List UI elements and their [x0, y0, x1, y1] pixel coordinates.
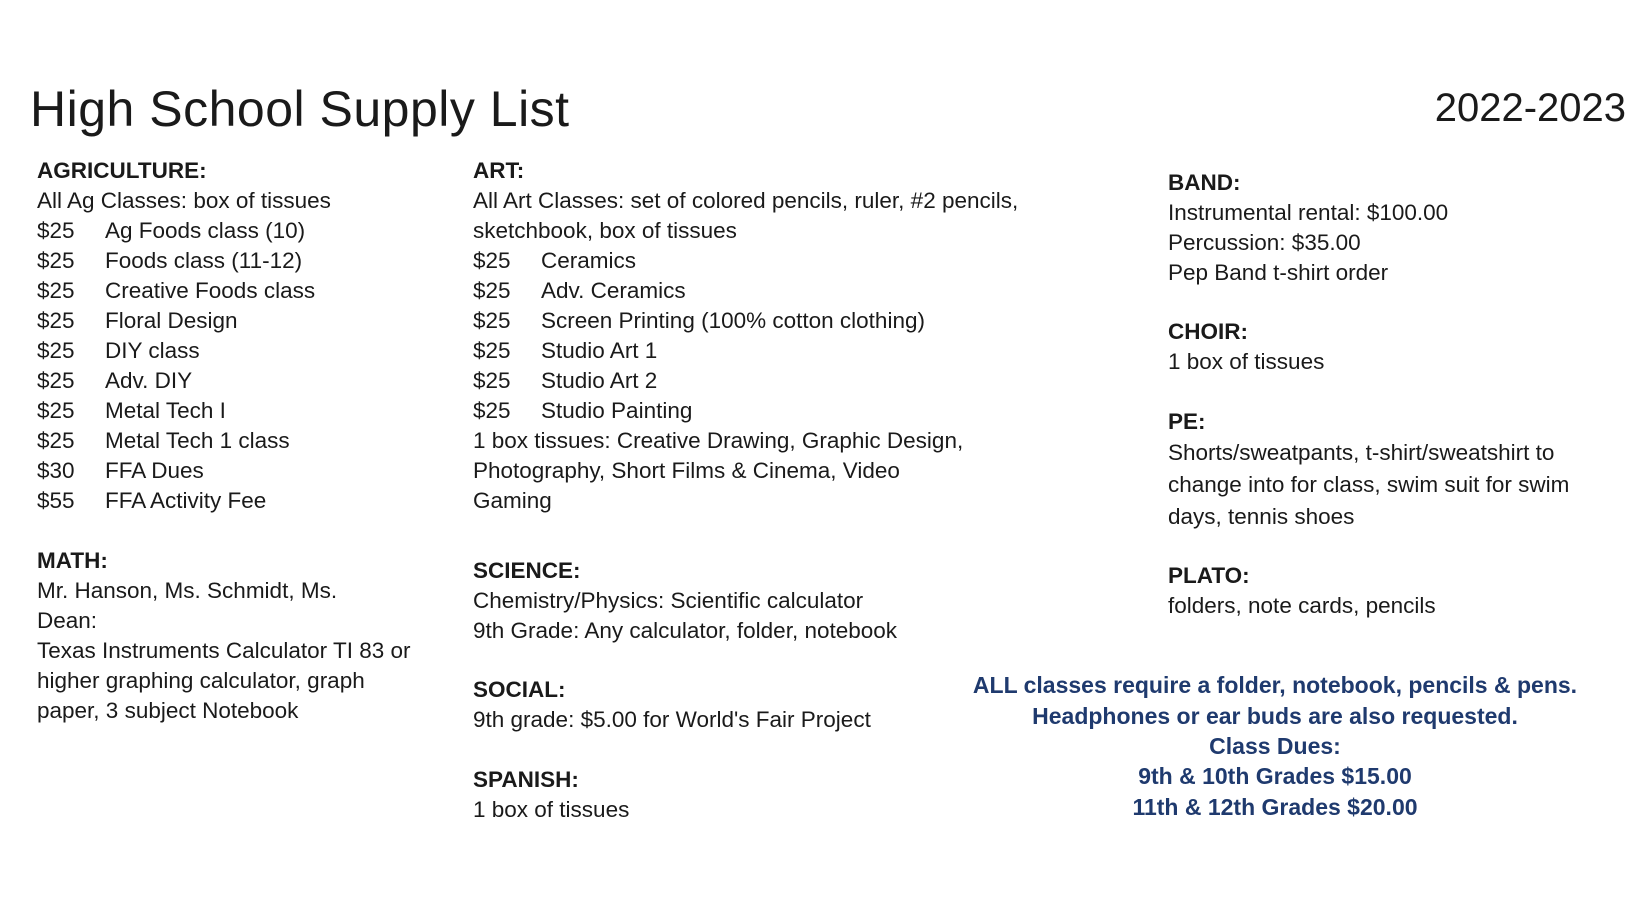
- plato-section: [1168, 561, 1436, 621]
- fee-price: $25: [473, 398, 511, 423]
- math-teachers: Mr. Hanson, Ms. Schmidt, Ms. Dean:: [37, 578, 338, 633]
- fee-price: $25: [37, 398, 75, 423]
- science-line: 9th Grade: Any calculator, folder, notebook: [473, 618, 898, 643]
- notice-line: ALL classes require a folder, notebook, pencils & pens.: [972, 672, 1578, 698]
- math-section: [37, 546, 427, 726]
- fee-class-name: Foods class (11-12): [105, 248, 303, 273]
- spanish-text: 1 box of tissues: [473, 797, 630, 822]
- fee-item: [37, 306, 331, 336]
- fee-item: [37, 336, 331, 366]
- fee-price: $25: [473, 338, 511, 363]
- notice-line: Headphones or ear buds are also requested.: [1032, 703, 1518, 729]
- fee-item: [37, 426, 331, 456]
- fee-class-name: Studio Art 2: [541, 368, 658, 393]
- fee-class-name: Studio Art 1: [541, 338, 658, 363]
- fee-class-name: Ceramics: [541, 248, 637, 273]
- section-heading: PE:: [1168, 409, 1206, 434]
- fee-price: $25: [473, 278, 511, 303]
- section-heading: SOCIAL:: [473, 677, 566, 702]
- section-heading: PLATO:: [1168, 563, 1250, 588]
- fee-price: $25: [473, 368, 511, 393]
- art-section: [473, 156, 1023, 516]
- science-line: Chemistry/Physics: Scientific calculator: [473, 588, 864, 613]
- fee-class-name: Floral Design: [105, 308, 238, 333]
- fee-item: [473, 276, 1023, 306]
- fee-price: $25: [37, 218, 75, 243]
- fee-price: $25: [37, 368, 75, 393]
- fee-price: $25: [37, 278, 75, 303]
- fee-item: [37, 456, 331, 486]
- page-title: High School Supply List: [30, 81, 570, 137]
- fee-item: [37, 486, 331, 516]
- fee-price: $25: [473, 248, 511, 273]
- social-text: 9th grade: $5.00 for World's Fair Project: [473, 707, 871, 732]
- math-supplies: Texas Instruments Calculator TI 83 or higher graphing calculator, graph paper, 3 subject Notebook: [37, 638, 411, 723]
- science-section: [473, 556, 897, 646]
- fee-class-name: Adv. Ceramics: [541, 278, 686, 303]
- band-line: Instrumental rental: $100.00: [1168, 200, 1449, 225]
- fee-class-name: DIY class: [105, 338, 200, 363]
- fee-class-name: Ag Foods class (10): [105, 218, 306, 243]
- fee-class-name: Studio Painting: [541, 398, 693, 423]
- fee-price: $25: [37, 338, 75, 363]
- fee-price: $25: [37, 428, 75, 453]
- choir-text: 1 box of tissues: [1168, 349, 1325, 374]
- fee-class-name: Adv. DIY: [105, 368, 193, 393]
- notice-line: 9th & 10th Grades $15.00: [1138, 763, 1412, 789]
- fee-class-name: FFA Dues: [105, 458, 204, 483]
- fee-price: $25: [37, 308, 75, 333]
- fee-class-name: Metal Tech I: [105, 398, 226, 423]
- section-intro: All Ag Classes: box of tissues: [37, 188, 331, 213]
- spanish-section: [473, 765, 629, 825]
- choir-section: [1168, 317, 1324, 377]
- fee-item: [37, 276, 331, 306]
- notice-line: 11th & 12th Grades $20.00: [1132, 794, 1418, 820]
- pe-section: [1168, 407, 1608, 533]
- fee-price: $55: [37, 488, 75, 513]
- section-heading: BAND:: [1168, 170, 1241, 195]
- fee-class-name: Creative Foods class: [105, 278, 316, 303]
- band-line: Percussion: $35.00: [1168, 230, 1361, 255]
- fee-item: [37, 246, 331, 276]
- fee-class-name: Screen Printing (100% cotton clothing): [541, 308, 925, 333]
- art-tissues: 1 box tissues: Creative Drawing, Graphic Design, Photography, Short Films & Cinema, Video Gaming: [473, 428, 964, 513]
- fee-item: [473, 396, 1023, 426]
- general-requirements-notice: [915, 670, 1635, 823]
- fee-class-name: FFA Activity Fee: [105, 488, 267, 513]
- section-heading: AGRICULTURE:: [37, 158, 207, 183]
- section-heading: CHOIR:: [1168, 319, 1248, 344]
- fee-class-name: Metal Tech 1 class: [105, 428, 290, 453]
- fee-item: [37, 216, 331, 246]
- band-section: [1168, 168, 1448, 288]
- section-intro: All Art Classes: set of colored pencils, ruler, #2 pencils, sketchbook, box of tissues: [473, 188, 1019, 243]
- fee-price: $25: [473, 308, 511, 333]
- school-year: 2022-2023: [1434, 86, 1626, 130]
- notice-line: Class Dues:: [1209, 733, 1341, 759]
- section-heading: MATH:: [37, 548, 108, 573]
- section-heading: SCIENCE:: [473, 558, 581, 583]
- band-line: Pep Band t-shirt order: [1168, 260, 1389, 285]
- fee-item: [473, 336, 1023, 366]
- agriculture-section: [37, 156, 331, 516]
- section-heading: ART:: [473, 158, 525, 183]
- plato-text: folders, note cards, pencils: [1168, 593, 1436, 618]
- section-heading: SPANISH:: [473, 767, 579, 792]
- fee-item: [473, 246, 1023, 276]
- fee-item: [37, 366, 331, 396]
- fee-item: [473, 306, 1023, 336]
- fee-item: [473, 366, 1023, 396]
- social-section: [473, 675, 871, 735]
- fee-price: $30: [37, 458, 75, 483]
- fee-price: $25: [37, 248, 75, 273]
- fee-item: [37, 396, 331, 426]
- pe-text: Shorts/sweatpants, t-shirt/sweatshirt to change into for class, swim suit for swim days, tennis shoes: [1168, 440, 1570, 529]
